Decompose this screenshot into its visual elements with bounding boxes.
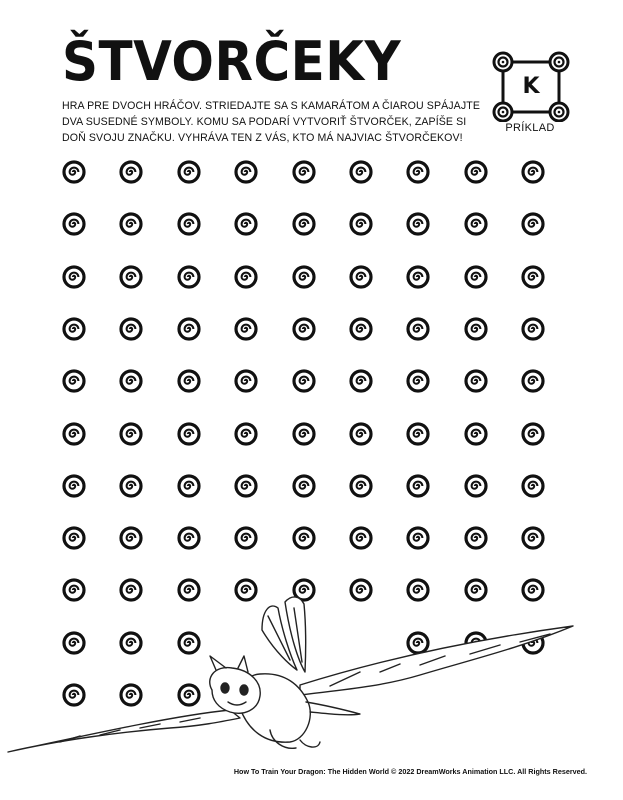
spiral-dot[interactable] — [177, 474, 201, 498]
spiral-dot[interactable] — [406, 474, 430, 498]
spiral-icon — [521, 160, 545, 184]
spiral-dot[interactable] — [464, 317, 488, 341]
spiral-dot[interactable] — [62, 265, 86, 289]
spiral-icon — [349, 160, 373, 184]
spiral-dot[interactable] — [234, 265, 258, 289]
spiral-icon — [464, 526, 488, 550]
spiral-icon — [234, 212, 258, 236]
spiral-dot[interactable] — [521, 265, 545, 289]
spiral-dot[interactable] — [406, 317, 430, 341]
spiral-icon — [234, 474, 258, 498]
spiral-dot[interactable] — [464, 212, 488, 236]
spiral-icon — [292, 265, 316, 289]
spiral-icon — [521, 212, 545, 236]
spiral-dot[interactable] — [349, 160, 373, 184]
spiral-dot[interactable] — [464, 265, 488, 289]
spiral-icon — [406, 265, 430, 289]
spiral-icon — [292, 317, 316, 341]
spiral-dot[interactable] — [349, 526, 373, 550]
spiral-icon — [119, 369, 143, 393]
spiral-icon — [464, 160, 488, 184]
spiral-dot[interactable] — [292, 160, 316, 184]
spiral-icon — [464, 422, 488, 446]
spiral-dot[interactable] — [119, 526, 143, 550]
spiral-icon — [62, 369, 86, 393]
spiral-dot[interactable] — [406, 265, 430, 289]
spiral-dot[interactable] — [406, 212, 430, 236]
spiral-dot[interactable] — [62, 369, 86, 393]
spiral-dot[interactable] — [349, 317, 373, 341]
spiral-icon — [292, 474, 316, 498]
copyright-notice: How To Train Your Dragon: The Hidden World © 2022 DreamWorks Animation LLC. All Rights Reserved. — [233, 767, 587, 776]
example-box — [486, 42, 574, 138]
spiral-dot[interactable] — [292, 526, 316, 550]
spiral-icon — [119, 212, 143, 236]
spiral-icon — [292, 160, 316, 184]
spiral-dot[interactable] — [234, 317, 258, 341]
spiral-icon — [62, 526, 86, 550]
spiral-dot[interactable] — [464, 422, 488, 446]
spiral-dot[interactable] — [406, 160, 430, 184]
spiral-dot[interactable] — [349, 265, 373, 289]
spiral-dot[interactable] — [62, 160, 86, 184]
spiral-dot[interactable] — [521, 474, 545, 498]
spiral-icon — [177, 369, 201, 393]
spiral-icon — [406, 212, 430, 236]
page-title: ŠTVORČEKY — [62, 30, 402, 93]
spiral-icon — [521, 265, 545, 289]
spiral-icon — [349, 317, 373, 341]
spiral-icon — [464, 317, 488, 341]
spiral-icon — [62, 317, 86, 341]
spiral-dot[interactable] — [119, 369, 143, 393]
spiral-icon — [234, 369, 258, 393]
spiral-icon — [406, 369, 430, 393]
spiral-icon — [292, 212, 316, 236]
spiral-icon — [349, 212, 373, 236]
spiral-dot[interactable] — [62, 474, 86, 498]
spiral-icon — [521, 317, 545, 341]
spiral-icon — [119, 160, 143, 184]
spiral-dot[interactable] — [292, 369, 316, 393]
spiral-dot[interactable] — [292, 474, 316, 498]
spiral-icon — [292, 422, 316, 446]
spiral-dot[interactable] — [177, 317, 201, 341]
spiral-dot[interactable] — [292, 265, 316, 289]
spiral-icon — [464, 212, 488, 236]
spiral-dot[interactable] — [349, 212, 373, 236]
spiral-icon — [349, 369, 373, 393]
spiral-dot[interactable] — [521, 317, 545, 341]
spiral-dot[interactable] — [177, 265, 201, 289]
spiral-dot[interactable] — [464, 369, 488, 393]
spiral-icon — [464, 474, 488, 498]
spiral-icon — [177, 526, 201, 550]
spiral-icon — [62, 160, 86, 184]
spiral-icon — [349, 474, 373, 498]
spiral-dot[interactable] — [62, 212, 86, 236]
spiral-dot[interactable] — [119, 160, 143, 184]
spiral-icon — [406, 160, 430, 184]
spiral-icon — [406, 422, 430, 446]
spiral-icon — [406, 317, 430, 341]
spiral-icon — [234, 265, 258, 289]
spiral-icon — [62, 422, 86, 446]
spiral-icon — [119, 474, 143, 498]
spiral-dot[interactable] — [177, 212, 201, 236]
spiral-icon — [177, 265, 201, 289]
spiral-icon — [521, 474, 545, 498]
spiral-icon — [177, 160, 201, 184]
spiral-dot[interactable] — [234, 369, 258, 393]
spiral-icon — [292, 369, 316, 393]
spiral-dot[interactable] — [234, 422, 258, 446]
spiral-dot[interactable] — [177, 422, 201, 446]
spiral-icon — [177, 212, 201, 236]
spiral-icon — [119, 526, 143, 550]
spiral-dot[interactable] — [521, 369, 545, 393]
spiral-dot[interactable] — [521, 160, 545, 184]
spiral-dot[interactable] — [521, 422, 545, 446]
spiral-icon — [234, 317, 258, 341]
spiral-dot[interactable] — [234, 160, 258, 184]
spiral-dot[interactable] — [119, 212, 143, 236]
spiral-icon — [234, 422, 258, 446]
spiral-dot[interactable] — [406, 369, 430, 393]
spiral-icon — [119, 422, 143, 446]
spiral-dot[interactable] — [464, 474, 488, 498]
spiral-dot[interactable] — [292, 422, 316, 446]
example-mark-letter: K — [522, 74, 540, 99]
spiral-icon — [464, 265, 488, 289]
spiral-icon — [62, 265, 86, 289]
spiral-icon — [234, 526, 258, 550]
spiral-icon — [349, 422, 373, 446]
example-label: PRÍKLAD — [505, 122, 555, 134]
spiral-icon — [349, 526, 373, 550]
spiral-icon — [234, 160, 258, 184]
spiral-dot[interactable] — [119, 422, 143, 446]
spiral-dot[interactable] — [177, 160, 201, 184]
spiral-dot[interactable] — [62, 526, 86, 550]
spiral-dot[interactable] — [177, 526, 201, 550]
spiral-dot[interactable] — [119, 317, 143, 341]
spiral-icon — [177, 422, 201, 446]
spiral-dot[interactable] — [464, 526, 488, 550]
spiral-icon — [521, 526, 545, 550]
spiral-icon — [349, 265, 373, 289]
spiral-dot[interactable] — [292, 317, 316, 341]
spiral-icon — [292, 526, 316, 550]
spiral-dot[interactable] — [234, 474, 258, 498]
spiral-dot[interactable] — [234, 212, 258, 236]
spiral-icon — [521, 369, 545, 393]
spiral-icon — [406, 526, 430, 550]
spiral-icon — [177, 474, 201, 498]
spiral-icon — [62, 474, 86, 498]
spiral-dot[interactable] — [234, 526, 258, 550]
spiral-dot[interactable] — [349, 474, 373, 498]
spiral-dot[interactable] — [521, 212, 545, 236]
spiral-dot[interactable] — [406, 422, 430, 446]
game-instructions: HRA PRE DVOCH HRÁČOV. STRIEDAJTE SA S KAMARÁTOM A ČIAROU SPÁJAJTE DVA SUSEDNÉ SYMBOLY. KOMU SA PODARÍ VYTVORIŤ ŠTVORČEK, ZAPÍŠE SI DOŇ SVOJU ZNAČKU. VYHRÁVA TEN Z VÁS, KTO MÁ NAJVIAC ŠTVORČEKOV! — [62, 100, 480, 144]
spiral-dot[interactable] — [406, 526, 430, 550]
spiral-icon — [119, 265, 143, 289]
toothless-dragon-illustration — [0, 590, 623, 760]
spiral-icon — [406, 474, 430, 498]
spiral-dot[interactable] — [119, 474, 143, 498]
spiral-dot[interactable] — [119, 265, 143, 289]
spiral-dot[interactable] — [62, 422, 86, 446]
spiral-icon — [177, 317, 201, 341]
spiral-icon — [119, 317, 143, 341]
spiral-dot[interactable] — [62, 317, 86, 341]
spiral-icon — [464, 369, 488, 393]
spiral-icon — [62, 212, 86, 236]
spiral-dot[interactable] — [349, 369, 373, 393]
spiral-icon — [521, 422, 545, 446]
spiral-dot[interactable] — [464, 160, 488, 184]
spiral-dot[interactable] — [177, 369, 201, 393]
spiral-dot[interactable] — [292, 212, 316, 236]
spiral-dot[interactable] — [521, 526, 545, 550]
spiral-dot[interactable] — [349, 422, 373, 446]
